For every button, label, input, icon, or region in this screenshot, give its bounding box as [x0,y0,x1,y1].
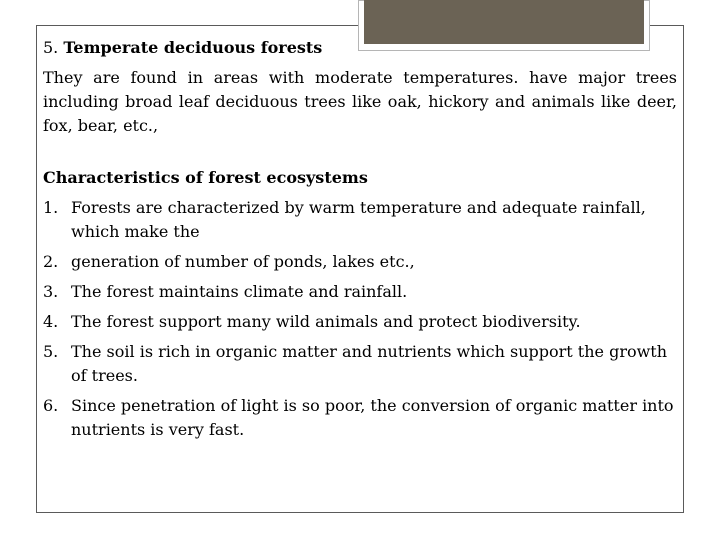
list-item-number: 4. [43,312,59,331]
section-paragraph: They are found in areas with moderate temperatures. have major trees including broad leaf deciduous trees like oak, hickory and animals like deer, fox, bear, etc., [43,68,677,135]
list-item-text: Forests are characterized by warm temperature and adequate rainfall, which make the [71,198,646,241]
section-number: 5. [43,38,59,57]
characteristics-heading [43,166,677,190]
slide-content [43,36,677,448]
list-item-number: 6. [43,396,59,415]
list-item [43,280,677,304]
section-heading [43,36,677,60]
list-item-text: generation of number of ponds, lakes etc., [71,252,415,271]
list-item-number: 5. [43,342,59,361]
list-item-number: 2. [43,252,59,271]
list-item [43,340,677,388]
list-item [43,394,677,442]
characteristics-list [43,196,677,442]
list-item-number: 1. [43,198,59,217]
characteristics-title: Characteristics of forest ecosystems [43,168,368,187]
list-item-text: The forest maintains climate and rainfall. [71,282,408,301]
section-title: Temperate deciduous forests [63,38,323,57]
list-item-text: The forest support many wild animals and protect biodiversity. [71,312,581,331]
list-item [43,250,677,274]
list-item [43,196,677,244]
list-item-number: 3. [43,282,59,301]
list-item-text: The soil is rich in organic matter and nutrients which support the growth of trees. [71,342,668,385]
list-item [43,310,677,334]
list-item-text: Since penetration of light is so poor, the conversion of organic matter into nutrients is very fast. [71,396,674,439]
